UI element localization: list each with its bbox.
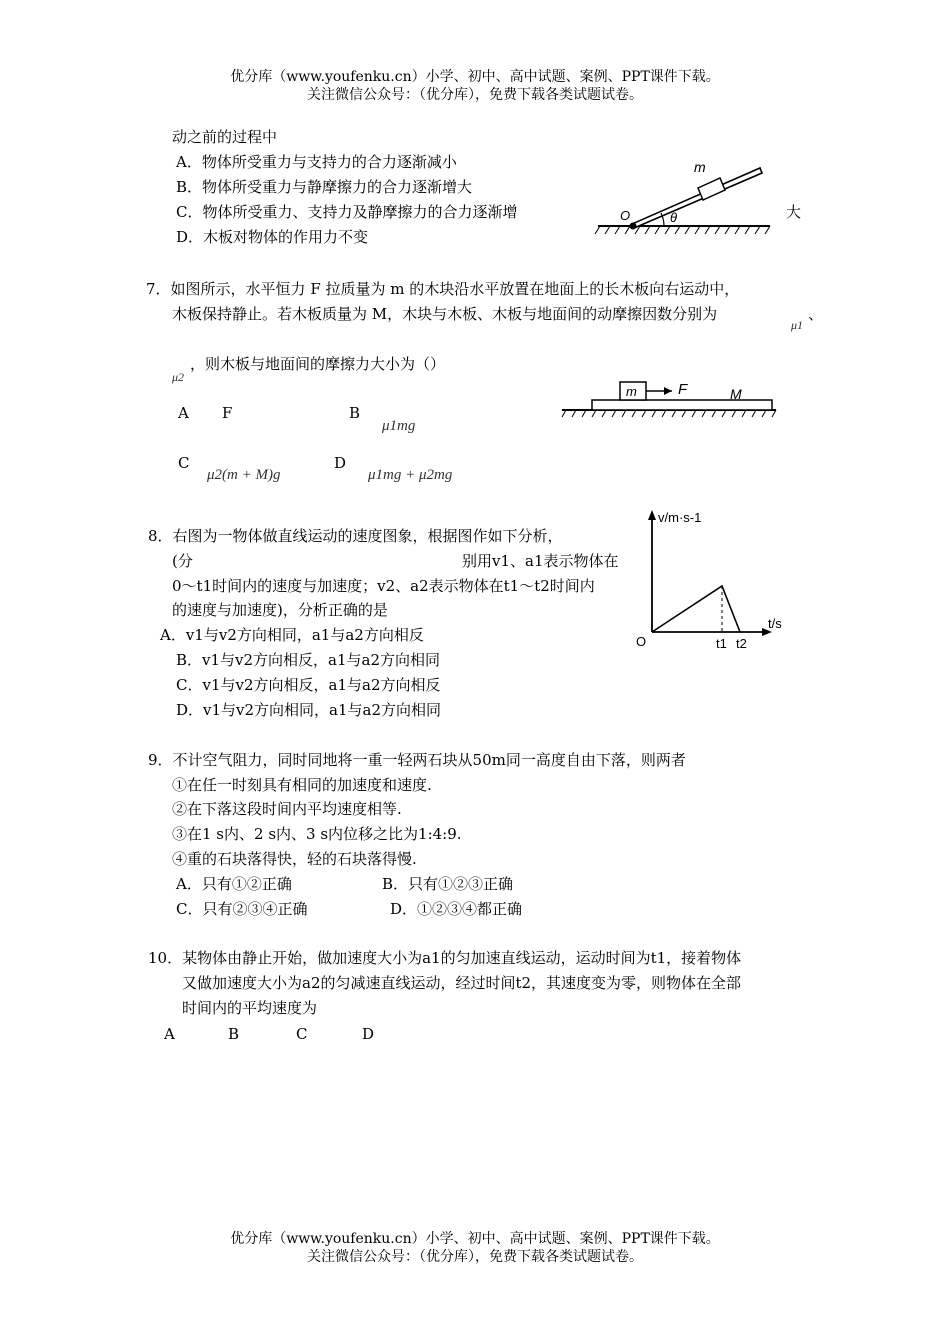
q7-option-d-text: μ1mg + μ2mg <box>368 467 453 483</box>
q8-line-2a: (分 <box>172 552 193 570</box>
incline-board <box>632 168 762 228</box>
q10-line-2: 又做加速度大小为a2的匀减速直线运动，经过时间t2，其速度变为零，则物体在全部 <box>182 974 742 992</box>
q6-origin-label: O <box>620 208 631 223</box>
footer-line-2: 关注微信公众号：（优分库），免费下载各类试题试卷。 <box>307 1249 643 1265</box>
q7-line-1: 7．如图所示，水平恒力 F 拉质量为 m 的木块沿水平放置在地面上的长木板向右运动中， <box>146 280 740 298</box>
q7-force-label: F <box>678 381 688 398</box>
q7-line-2-tail: 、 <box>808 305 824 323</box>
pivot-point <box>630 223 637 230</box>
q7-mu1: μ1 <box>791 318 804 332</box>
q6-incline-figure <box>590 150 780 242</box>
q7-option-c-label: C <box>178 454 190 472</box>
incline-block <box>698 178 725 200</box>
q9-option-d: D．①②③④都正确 <box>390 900 523 918</box>
q9-statement-3: ③在1 s内、2 s内、3 s内位移之比为1:4:9. <box>172 825 462 843</box>
q7-option-b-text: μ1mg <box>382 418 416 434</box>
q7-line-3: ，则木板与地面间的摩擦力大小为（） <box>190 355 446 373</box>
q8-option-b: B．v1与v2方向相反，a1与a2方向相同 <box>176 651 441 669</box>
v-axis-label: v/m·s-1 <box>658 510 702 525</box>
q10-option-d: D <box>362 1025 375 1043</box>
q7-line-2: 木板保持静止。若木板质量为 M，木块与木板、木板与地面间的动摩擦因数分别为 <box>172 305 718 323</box>
q8-line-4: 的速度与加速度)，分析正确的是 <box>172 601 388 619</box>
q7-board-label: M <box>730 386 742 402</box>
q8-line-2b: 别用v1、a1表示物体在 <box>462 552 619 570</box>
q8-line-1: 8．右图为一物体做直线运动的速度图象，根据图作如下分析， <box>148 527 563 545</box>
q7-option-a-text: F <box>222 404 233 422</box>
q6-option-c: C．物体所受重力、支持力及静摩擦力的合力逐渐增 <box>176 203 518 221</box>
q8-option-d: D．v1与v2方向相同，a1与a2方向相同 <box>176 701 442 719</box>
q6-option-b: B．物体所受重力与静摩擦力的合力逐渐增大 <box>176 178 473 196</box>
q9-statement-4: ④重的石块落得快，轻的石块落得慢. <box>172 850 417 868</box>
q10-line-1: 10．某物体由静止开始，做加速度大小为a1的匀加速直线运动，运动时间为t1，接着物体 <box>148 949 742 967</box>
q7-block-label: m <box>626 384 637 399</box>
q7-option-c-text: μ2(m + M)g <box>207 467 281 483</box>
q6-option-c-tail: 大 <box>786 203 802 221</box>
footer-line-1: 优分库（www.youfenku.cn）小学、初中、高中试题、案例、PPT课件下载。 <box>230 1231 720 1247</box>
q9-option-c: C．只有②③④正确 <box>176 900 308 918</box>
header-line-1: 优分库（www.youfenku.cn）小学、初中、高中试题、案例、PPT课件下载。 <box>230 69 720 85</box>
q8-vt-graph <box>630 504 790 654</box>
q7-board-figure <box>560 372 780 422</box>
q9-statement-1: ①在任一时刻具有相同的加速度和速度. <box>172 776 432 794</box>
t2-label: t2 <box>736 636 747 651</box>
long-board <box>592 400 772 410</box>
t-axis-label: t/s <box>768 616 782 631</box>
q7-mu2: μ2 <box>172 370 185 384</box>
q10-option-c: C <box>296 1025 308 1043</box>
q9-stem: 9．不计空气阻力，同时同地将一重一轻两石块从50m同一高度自由下落，则两者 <box>148 751 686 769</box>
graph-origin: O <box>636 634 647 649</box>
q6-option-d: D．木板对物体的作用力不变 <box>176 228 369 246</box>
velocity-line <box>652 586 740 632</box>
q6-mass-label: m <box>694 159 706 175</box>
t1-label: t1 <box>716 636 727 651</box>
q10-line-3: 时间内的平均速度为 <box>182 999 318 1017</box>
q10-option-b: B <box>228 1025 240 1043</box>
q9-option-b: B．只有①②③正确 <box>382 875 514 893</box>
q9-statement-2: ②在下落这段时间内平均速度相等. <box>172 800 402 818</box>
header-line-2: 关注微信公众号：（优分库），免费下载各类试题试卷。 <box>307 87 643 103</box>
q6-stem: 动之前的过程中 <box>172 128 278 146</box>
q8-line-3: 0～t1时间内的速度与加速度；v2、a2表示物体在t1～t2时间内 <box>172 577 595 595</box>
q6-angle-label: θ <box>670 210 678 225</box>
q7-option-d-label: D <box>334 454 347 472</box>
q7-option-a-label: A <box>178 404 189 422</box>
q10-option-a: A <box>164 1025 175 1043</box>
q7-option-b-label: B <box>349 404 361 422</box>
q8-option-c: C．v1与v2方向相反，a1与a2方向相反 <box>176 676 441 694</box>
q8-option-a: A．v1与v2方向相同，a1与a2方向相反 <box>160 626 424 644</box>
q6-option-a: A．物体所受重力与支持力的合力逐渐减小 <box>176 153 457 171</box>
q9-option-a: A．只有①②正确 <box>176 875 292 893</box>
